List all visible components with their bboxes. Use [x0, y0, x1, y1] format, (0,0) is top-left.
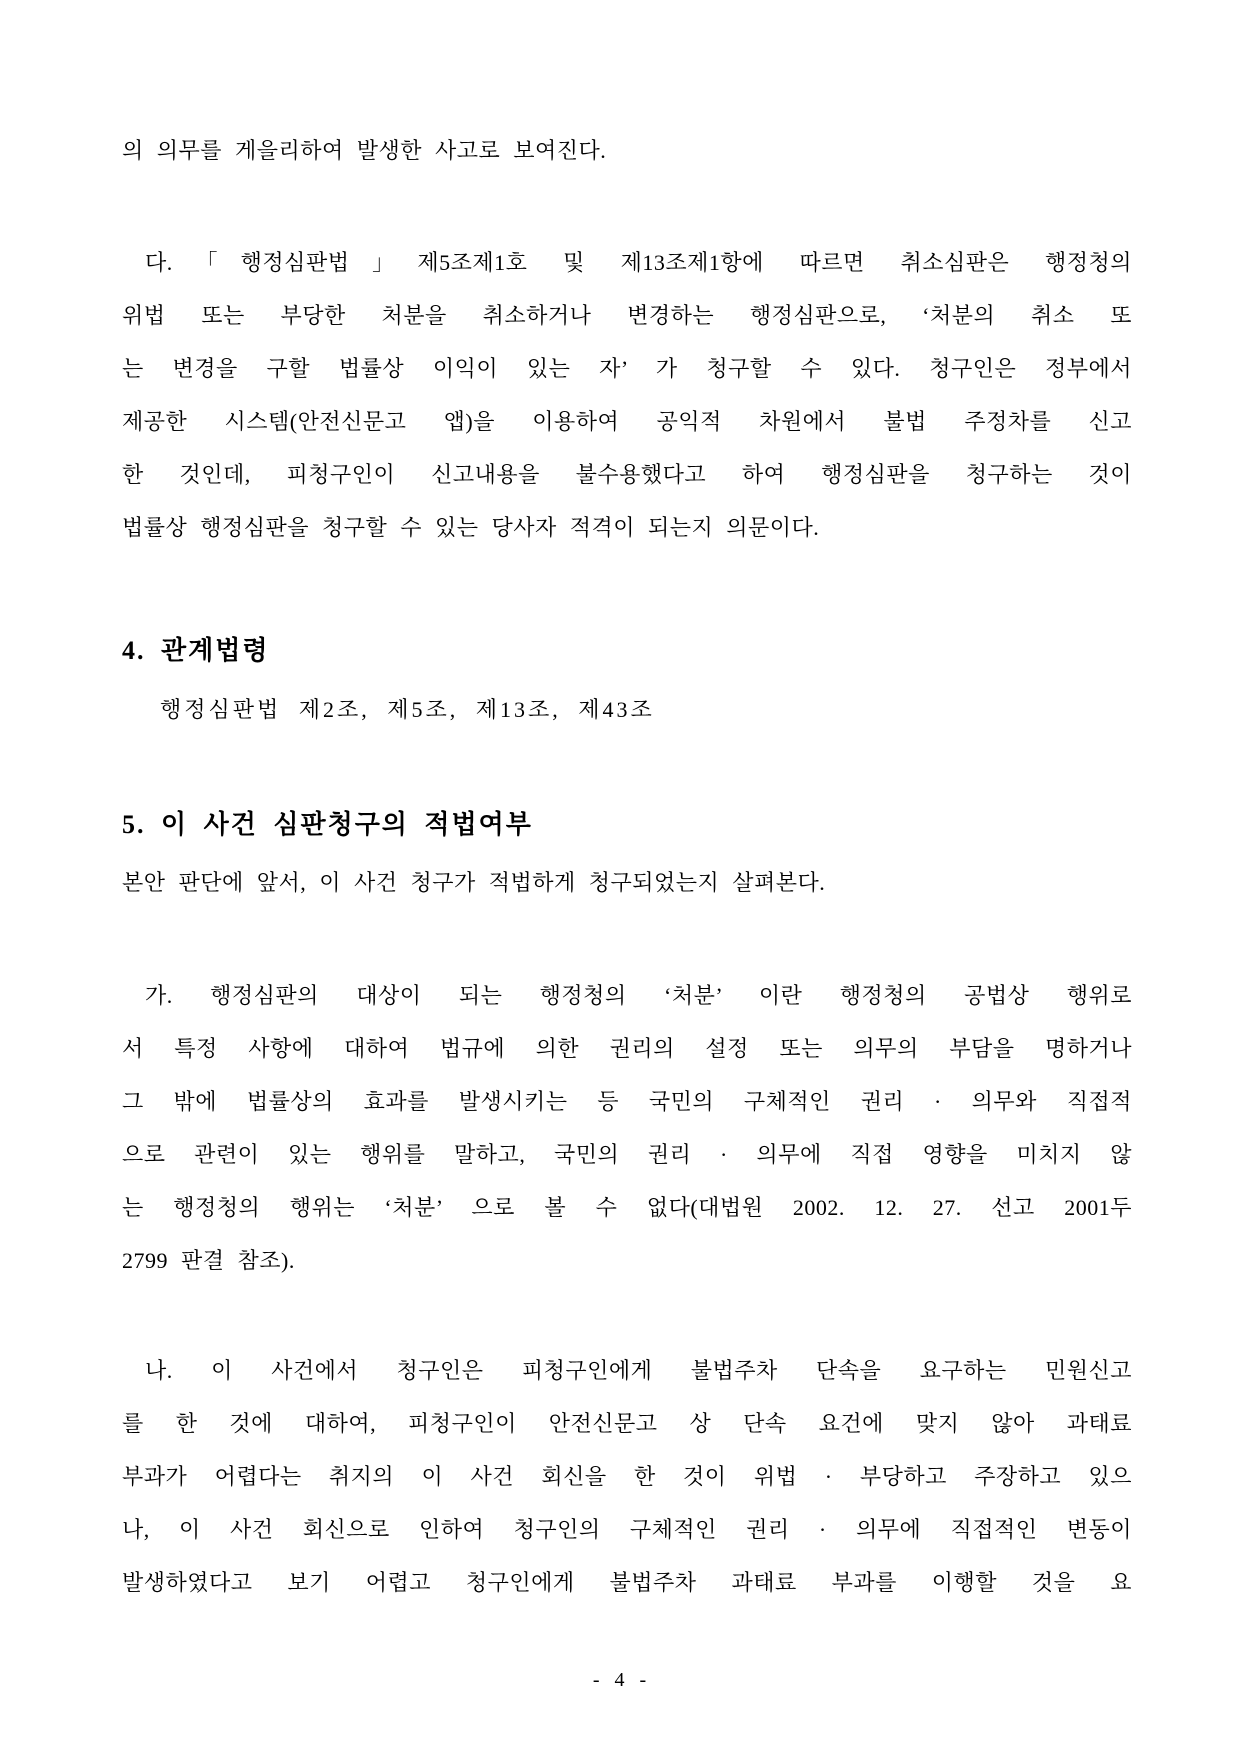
body-line: 가. 행정심판의 대상이 되는 행정청의 ‘처분’ 이란 행정청의 공법상 행위로	[145, 983, 1132, 1008]
body-line: 2799 판결 참조).	[122, 1248, 295, 1273]
body-line: 의 의무를 게을리하여 발생한 사고로 보여진다.	[122, 138, 607, 163]
body-line: 으로 관련이 있는 행위를 말하고, 국민의 권리 · 의무에 직접 영향을 미치지 않	[122, 1142, 1132, 1167]
body-line: 한 것인데, 피청구인이 신고내용을 불수용했다고 하여 행정심판을 청구하는 것이	[122, 462, 1132, 487]
body-line: 나. 이 사건에서 청구인은 피청구인에게 불법주차 단속을 요구하는 민원신고	[145, 1358, 1132, 1383]
section-heading-4: 4. 관계법령	[122, 636, 270, 665]
paragraph-na	[122, 1344, 1132, 1609]
paragraph-ga	[122, 969, 1132, 1287]
paragraph-carryover	[122, 124, 1132, 177]
page-number: - 4 -	[592, 1669, 648, 1691]
section-heading-5: 5. 이 사건 심판청구의 적법여부	[122, 810, 533, 839]
body-line: 제공한 시스템(안전신문고 앱)을 이용하여 공익적 차원에서 불법 주정차를 신고	[122, 409, 1132, 434]
statute-reference-line: 행정심판법 제2조, 제5조, 제13조, 제43조	[160, 697, 655, 722]
body-line: 다.「행정심판법」제5조제1호 및 제13조제1항에 따르면 취소심판은 행정청의	[145, 250, 1132, 275]
body-line: 는 변경을 구할 법률상 이익이 있는 자’ 가 청구할 수 있다. 청구인은 정부에서	[122, 356, 1132, 381]
body-line: 를 한 것에 대하여, 피청구인이 안전신문고 상 단속 요건에 맞지 않아 과태료	[122, 1411, 1132, 1436]
document-body	[122, 124, 1132, 1609]
body-line: 본안 판단에 앞서, 이 사건 청구가 적법하게 청구되었는지 살펴본다.	[122, 870, 826, 895]
paragraph-da	[122, 236, 1132, 554]
body-line: 법률상 행정심판을 청구할 수 있는 당사자 적격이 되는지 의문이다.	[122, 515, 820, 540]
body-line: 나, 이 사건 회신으로 인하여 청구인의 구체적인 권리 · 의무에 직접적인 변동이	[122, 1517, 1132, 1542]
body-line: 그 밖에 법률상의 효과를 발생시키는 등 국민의 구체적인 권리 · 의무와 직접적	[122, 1089, 1132, 1114]
body-line: 는 행정청의 행위는 ‘처분’ 으로 볼 수 없다(대법원 2002. 12. 27. 선고 2001두	[122, 1195, 1132, 1220]
body-line: 서 특정 사항에 대하여 법규에 의한 권리의 설정 또는 의무의 부담을 명하거나	[122, 1036, 1132, 1061]
body-line: 위법 또는 부당한 처분을 취소하거나 변경하는 행정심판으로, ‘처분의 취소 또	[122, 303, 1132, 328]
body-line: 부과가 어렵다는 취지의 이 사건 회신을 한 것이 위법 · 부당하고 주장하고 있으	[122, 1464, 1132, 1489]
body-line: 발생하였다고 보기 어렵고 청구인에게 불법주차 과태료 부과를 이행할 것을 요	[122, 1570, 1132, 1595]
